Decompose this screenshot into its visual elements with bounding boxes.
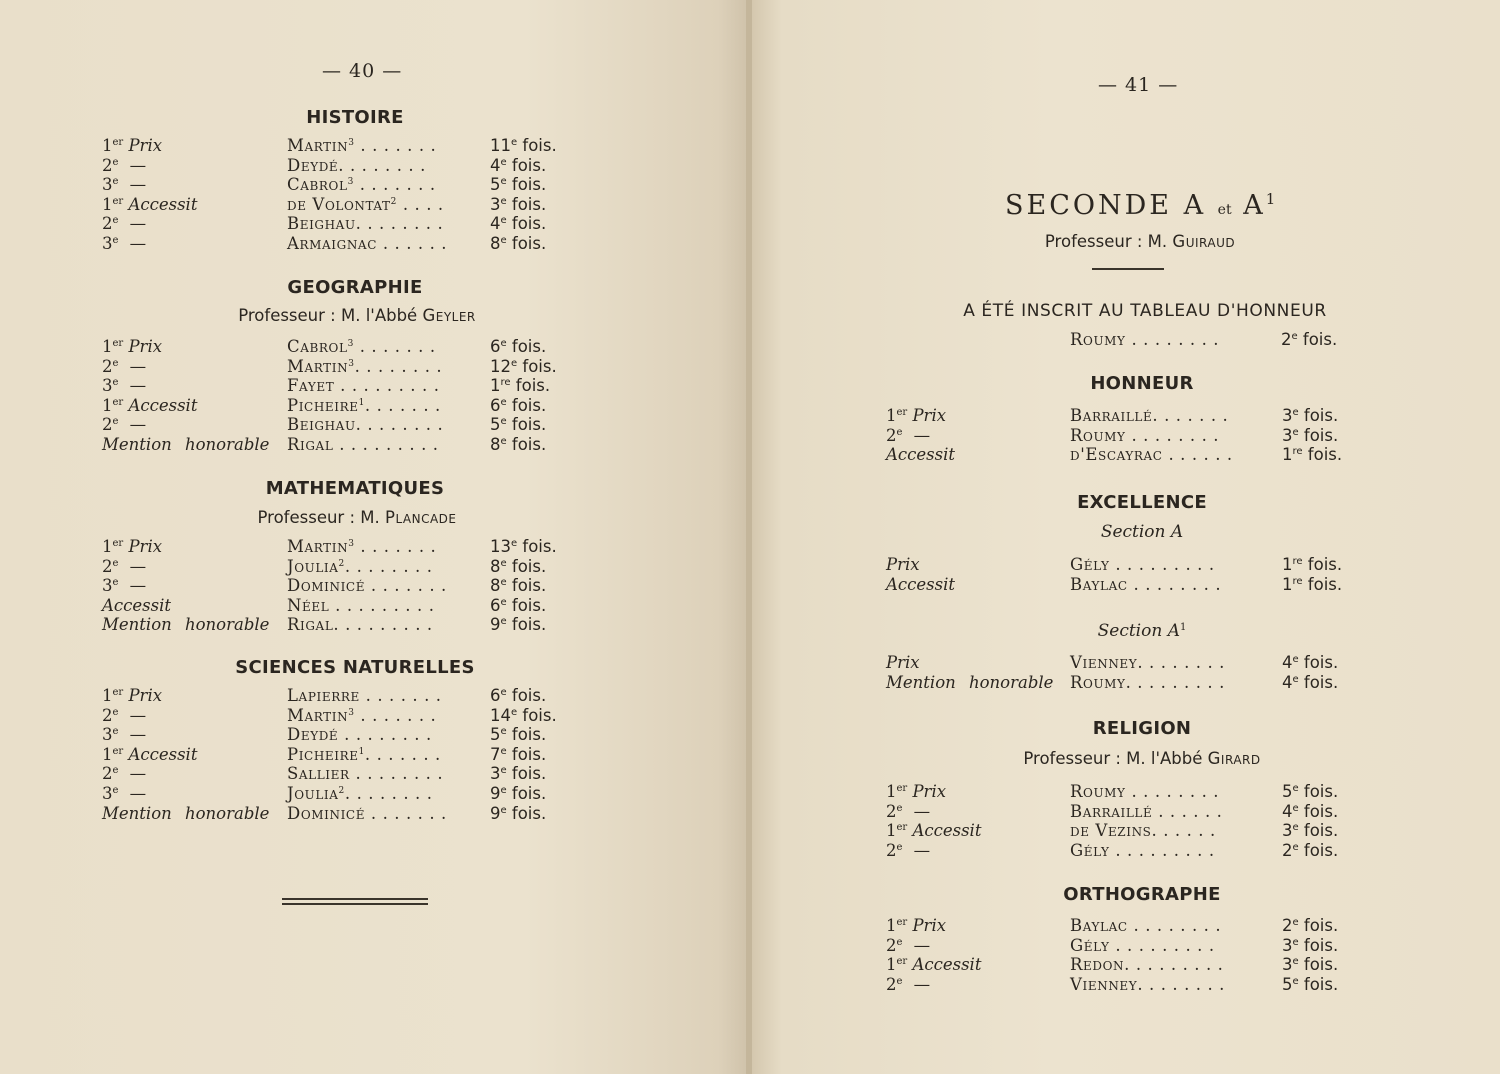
professor-name: Guiraud bbox=[1172, 232, 1236, 251]
section-title: GEOGRAPHIE bbox=[287, 277, 423, 298]
times-count: 5e fois. bbox=[490, 725, 547, 745]
times-count: 4e fois. bbox=[490, 214, 547, 234]
times-count: 3e fois. bbox=[1282, 935, 1339, 955]
award-row bbox=[102, 686, 802, 706]
award-rank: 2e — bbox=[886, 840, 931, 860]
times-count: 8e fois. bbox=[490, 556, 547, 576]
award-rank: 2e — bbox=[886, 425, 931, 445]
student-name: Fayet . . . . . . . . . bbox=[287, 376, 440, 396]
award-rank: 1er Prix bbox=[886, 782, 947, 801]
award-row bbox=[102, 214, 802, 234]
class-title-main: SECONDE A bbox=[1005, 190, 1207, 221]
student-name: Dominicé . . . . . . . bbox=[287, 576, 447, 596]
award-rank: Mention honorable bbox=[102, 803, 270, 823]
class-title-suffix: A bbox=[1243, 190, 1266, 221]
award-row bbox=[102, 725, 802, 745]
award-row bbox=[886, 653, 1500, 673]
times-count: 11e fois. bbox=[490, 136, 557, 155]
honor-roll-title: A ÉTÉ INSCRIT AU TABLEAU D'HONNEUR bbox=[963, 301, 1327, 321]
times-count: 2e fois. bbox=[1282, 840, 1339, 860]
times-count: 8e fois. bbox=[490, 234, 547, 253]
award-rank: Prix bbox=[886, 653, 920, 672]
times-count: 3e fois. bbox=[1282, 425, 1339, 445]
award-row bbox=[102, 136, 802, 156]
times-count: 5e fois. bbox=[1282, 974, 1339, 994]
award-row bbox=[102, 415, 802, 435]
student-name: Beighau. . . . . . . . bbox=[287, 415, 444, 435]
award-row bbox=[102, 706, 802, 726]
award-row bbox=[102, 745, 802, 765]
times-count: 2e fois. bbox=[1281, 330, 1338, 349]
award-rank: Prix bbox=[886, 555, 920, 574]
award-rank: 2e — bbox=[886, 935, 931, 955]
page-number: — 40 — bbox=[322, 60, 403, 82]
student-name: Joulia$^2$. . . . . . . . bbox=[287, 784, 433, 803]
student-name: Roumy . . . . . . . . bbox=[1070, 330, 1220, 349]
times-count: 3e fois. bbox=[490, 764, 547, 784]
student-name: Baylac . . . . . . . . bbox=[1070, 916, 1222, 935]
student-name: Redon. . . . . . . . . bbox=[1070, 955, 1224, 975]
times-count: 9e fois. bbox=[490, 803, 547, 823]
class-title-et: et bbox=[1217, 202, 1232, 218]
award-rank: 3e — bbox=[102, 784, 147, 803]
student-name: Vienney. . . . . . . . bbox=[1070, 974, 1225, 994]
student-name: d'Escayrac . . . . . . bbox=[1070, 445, 1233, 465]
section-title: ORTHOGRAPHE bbox=[1063, 884, 1221, 905]
student-name: Cabrol$^3$ . . . . . . . bbox=[287, 175, 436, 195]
times-count: 8e fois. bbox=[490, 576, 547, 596]
section-professor: Professeur : M. Plancade bbox=[257, 508, 457, 527]
section-title: MATHEMATIQUES bbox=[265, 478, 445, 499]
award-rank: 3e — bbox=[102, 725, 147, 745]
award-rank: 2e — bbox=[102, 556, 147, 576]
section-professor: Professeur : M. l'Abbé Geyler bbox=[238, 306, 476, 325]
award-row bbox=[102, 396, 802, 416]
student-name: Lapierre . . . . . . . bbox=[287, 686, 442, 705]
student-name: de Volontat$^2$ . . . . bbox=[287, 194, 444, 214]
award-row bbox=[886, 555, 1500, 575]
title-rule bbox=[1092, 268, 1164, 270]
class-title bbox=[1005, 190, 1278, 221]
section-title: HISTOIRE bbox=[306, 107, 404, 128]
subsection-label: Section A bbox=[1100, 522, 1184, 542]
award-rank: 1er Accessit bbox=[102, 395, 198, 415]
award-row bbox=[886, 406, 1500, 426]
end-rule bbox=[282, 903, 428, 905]
times-count: 4e fois. bbox=[490, 155, 547, 175]
award-rank: 1er Prix bbox=[102, 537, 163, 556]
award-rank: 1er Accessit bbox=[886, 955, 982, 975]
times-count: 7e fois. bbox=[490, 744, 547, 764]
award-rank: 2e — bbox=[886, 974, 931, 994]
student-name: Gély . . . . . . . . . bbox=[1070, 555, 1215, 574]
award-row bbox=[102, 435, 802, 455]
award-row bbox=[886, 782, 1500, 802]
times-count: 1re fois. bbox=[1282, 555, 1343, 574]
award-row bbox=[102, 557, 802, 577]
professor-prefix: Professeur : M. bbox=[1044, 232, 1168, 251]
award-row bbox=[886, 575, 1500, 595]
award-rank: 2e — bbox=[102, 214, 147, 234]
award-row bbox=[886, 936, 1500, 956]
times-count: 12e fois. bbox=[490, 356, 557, 376]
times-count: 6e fois. bbox=[490, 337, 547, 356]
student-name: Deydé. . . . . . . . bbox=[287, 155, 426, 175]
student-name: Deydé . . . . . . . . bbox=[287, 725, 432, 745]
student-name: Sallier . . . . . . . . bbox=[287, 764, 444, 784]
times-count: 13e fois. bbox=[490, 537, 557, 556]
award-row bbox=[102, 337, 802, 357]
award-row bbox=[102, 596, 802, 616]
student-name: Gély . . . . . . . . . bbox=[1070, 935, 1215, 955]
award-rank: 1er Prix bbox=[886, 406, 947, 425]
award-rank: 1er Prix bbox=[886, 916, 947, 935]
award-rank: Mention honorable bbox=[886, 672, 1054, 692]
award-rank: 2e — bbox=[886, 801, 931, 821]
award-row bbox=[102, 615, 802, 635]
times-count: 4e fois. bbox=[1282, 801, 1339, 821]
student-name: Beighau. . . . . . . . bbox=[287, 214, 444, 234]
times-count: 14e fois. bbox=[490, 705, 557, 725]
award-rank: 1er Prix bbox=[102, 136, 163, 155]
times-count: 3e fois. bbox=[1282, 955, 1339, 975]
student-name: Martin$^3$ . . . . . . . bbox=[287, 705, 437, 725]
times-count: 3e fois. bbox=[1282, 406, 1339, 425]
student-name: Baylac . . . . . . . . bbox=[1070, 574, 1222, 594]
times-count: 8e fois. bbox=[490, 435, 547, 454]
times-count: 3e fois. bbox=[1282, 821, 1339, 841]
times-count: 4e fois. bbox=[1282, 672, 1339, 692]
award-rank: Mention honorable bbox=[102, 435, 270, 454]
times-count: 5e fois. bbox=[1282, 782, 1339, 801]
section-title: RELIGION bbox=[1092, 718, 1192, 739]
award-rank: 2e — bbox=[102, 764, 147, 784]
award-rank: Accessit bbox=[102, 595, 172, 615]
student-name: Picheire$^1$. . . . . . . bbox=[287, 395, 441, 415]
subsection-label: Section $A^1$ bbox=[1097, 621, 1187, 641]
award-rank: 3e — bbox=[102, 376, 147, 396]
award-row bbox=[102, 357, 802, 377]
class-professor bbox=[752, 232, 1500, 251]
award-row bbox=[102, 376, 802, 396]
student-name: Martin$^3$ . . . . . . . bbox=[287, 537, 437, 556]
award-row bbox=[886, 821, 1500, 841]
award-row bbox=[886, 426, 1500, 446]
left-page bbox=[0, 0, 748, 1074]
student-name: Martin$^3$ . . . . . . . bbox=[287, 136, 437, 155]
times-count: 2e fois. bbox=[1282, 916, 1339, 935]
student-name: Joulia$^2$. . . . . . . . bbox=[287, 556, 433, 576]
award-rank: Mention honorable bbox=[102, 615, 270, 635]
student-name: Roumy . . . . . . . . bbox=[1070, 782, 1220, 801]
student-name: Néel . . . . . . . . . bbox=[287, 595, 435, 615]
student-name: Rigal . . . . . . . . . bbox=[287, 435, 439, 454]
student-name: Picheire$^1$. . . . . . . bbox=[287, 744, 441, 764]
section-title: EXCELLENCE bbox=[1077, 492, 1207, 513]
award-row bbox=[102, 537, 802, 557]
award-row bbox=[102, 234, 802, 254]
award-row bbox=[886, 445, 1500, 465]
award-rank: 3e — bbox=[102, 576, 147, 596]
student-name: Armaignac . . . . . . bbox=[287, 234, 448, 253]
award-row bbox=[102, 784, 802, 804]
award-rank: 1er Prix bbox=[102, 686, 163, 705]
award-row bbox=[102, 764, 802, 784]
student-name: Barraillé . . . . . . bbox=[1070, 801, 1223, 821]
times-count: 5e fois. bbox=[490, 175, 547, 195]
student-name: de Vezins. . . . . . bbox=[1070, 821, 1216, 841]
times-count: 6e fois. bbox=[490, 686, 547, 705]
award-row bbox=[886, 955, 1500, 975]
times-count: 6e fois. bbox=[490, 395, 547, 415]
times-count: 3e fois. bbox=[490, 194, 547, 214]
student-name: Roumy. . . . . . . . . bbox=[1070, 672, 1225, 692]
award-row bbox=[886, 916, 1500, 936]
award-rank: 2e — bbox=[102, 155, 147, 175]
award-row bbox=[886, 673, 1500, 693]
award-row bbox=[102, 175, 802, 195]
award-row bbox=[886, 802, 1500, 822]
right-page bbox=[752, 0, 1500, 1074]
times-count: 5e fois. bbox=[490, 415, 547, 435]
student-name: Gély . . . . . . . . . bbox=[1070, 840, 1215, 860]
award-rank: Accessit bbox=[886, 574, 956, 594]
award-rank: 1er Accessit bbox=[102, 194, 198, 214]
award-rank: 1er Prix bbox=[102, 337, 163, 356]
student-name: Barraillé. . . . . . . bbox=[1070, 406, 1229, 425]
end-rule bbox=[282, 898, 428, 900]
award-row bbox=[102, 804, 802, 824]
student-name: Martin$^3$. . . . . . . . bbox=[287, 356, 443, 376]
student-name: Rigal. . . . . . . . . bbox=[287, 615, 433, 635]
section-professor: Professeur : M. l'Abbé Girard bbox=[1023, 749, 1261, 768]
award-rank: 3e — bbox=[102, 175, 147, 195]
award-row bbox=[886, 975, 1500, 995]
award-rank: 2e — bbox=[102, 705, 147, 725]
student-name: Dominicé . . . . . . . bbox=[287, 803, 447, 823]
award-row bbox=[886, 841, 1500, 861]
award-rank: 3e — bbox=[102, 234, 147, 253]
award-rank: 1er Accessit bbox=[102, 744, 198, 764]
times-count: 4e fois. bbox=[1282, 653, 1339, 672]
award-rank: 2e — bbox=[102, 356, 147, 376]
times-count: 1re fois. bbox=[1282, 574, 1343, 594]
times-count: 1re fois. bbox=[1282, 445, 1343, 465]
award-rank: 1er Accessit bbox=[886, 821, 982, 841]
student-name: Cabrol$^3$ . . . . . . . bbox=[287, 337, 436, 356]
award-rank: Accessit bbox=[886, 445, 956, 465]
student-name: Vienney. . . . . . . . bbox=[1070, 653, 1225, 672]
class-title-suffix-sup: 1 bbox=[1265, 190, 1279, 208]
section-title: HONNEUR bbox=[1090, 373, 1194, 394]
award-rank: 2e — bbox=[102, 415, 147, 435]
award-row bbox=[102, 156, 802, 176]
award-row bbox=[102, 195, 802, 215]
award-row bbox=[102, 576, 802, 596]
page-number: — 41 — bbox=[1098, 74, 1179, 96]
times-count: 9e fois. bbox=[490, 784, 547, 803]
section-title: SCIENCES NATURELLES bbox=[235, 657, 475, 678]
honor-roll-row bbox=[752, 330, 1500, 350]
times-count: 9e fois. bbox=[490, 615, 547, 635]
student-name: Roumy . . . . . . . . bbox=[1070, 425, 1220, 445]
times-count: 6e fois. bbox=[490, 595, 547, 615]
times-count: 1re fois. bbox=[490, 376, 551, 396]
